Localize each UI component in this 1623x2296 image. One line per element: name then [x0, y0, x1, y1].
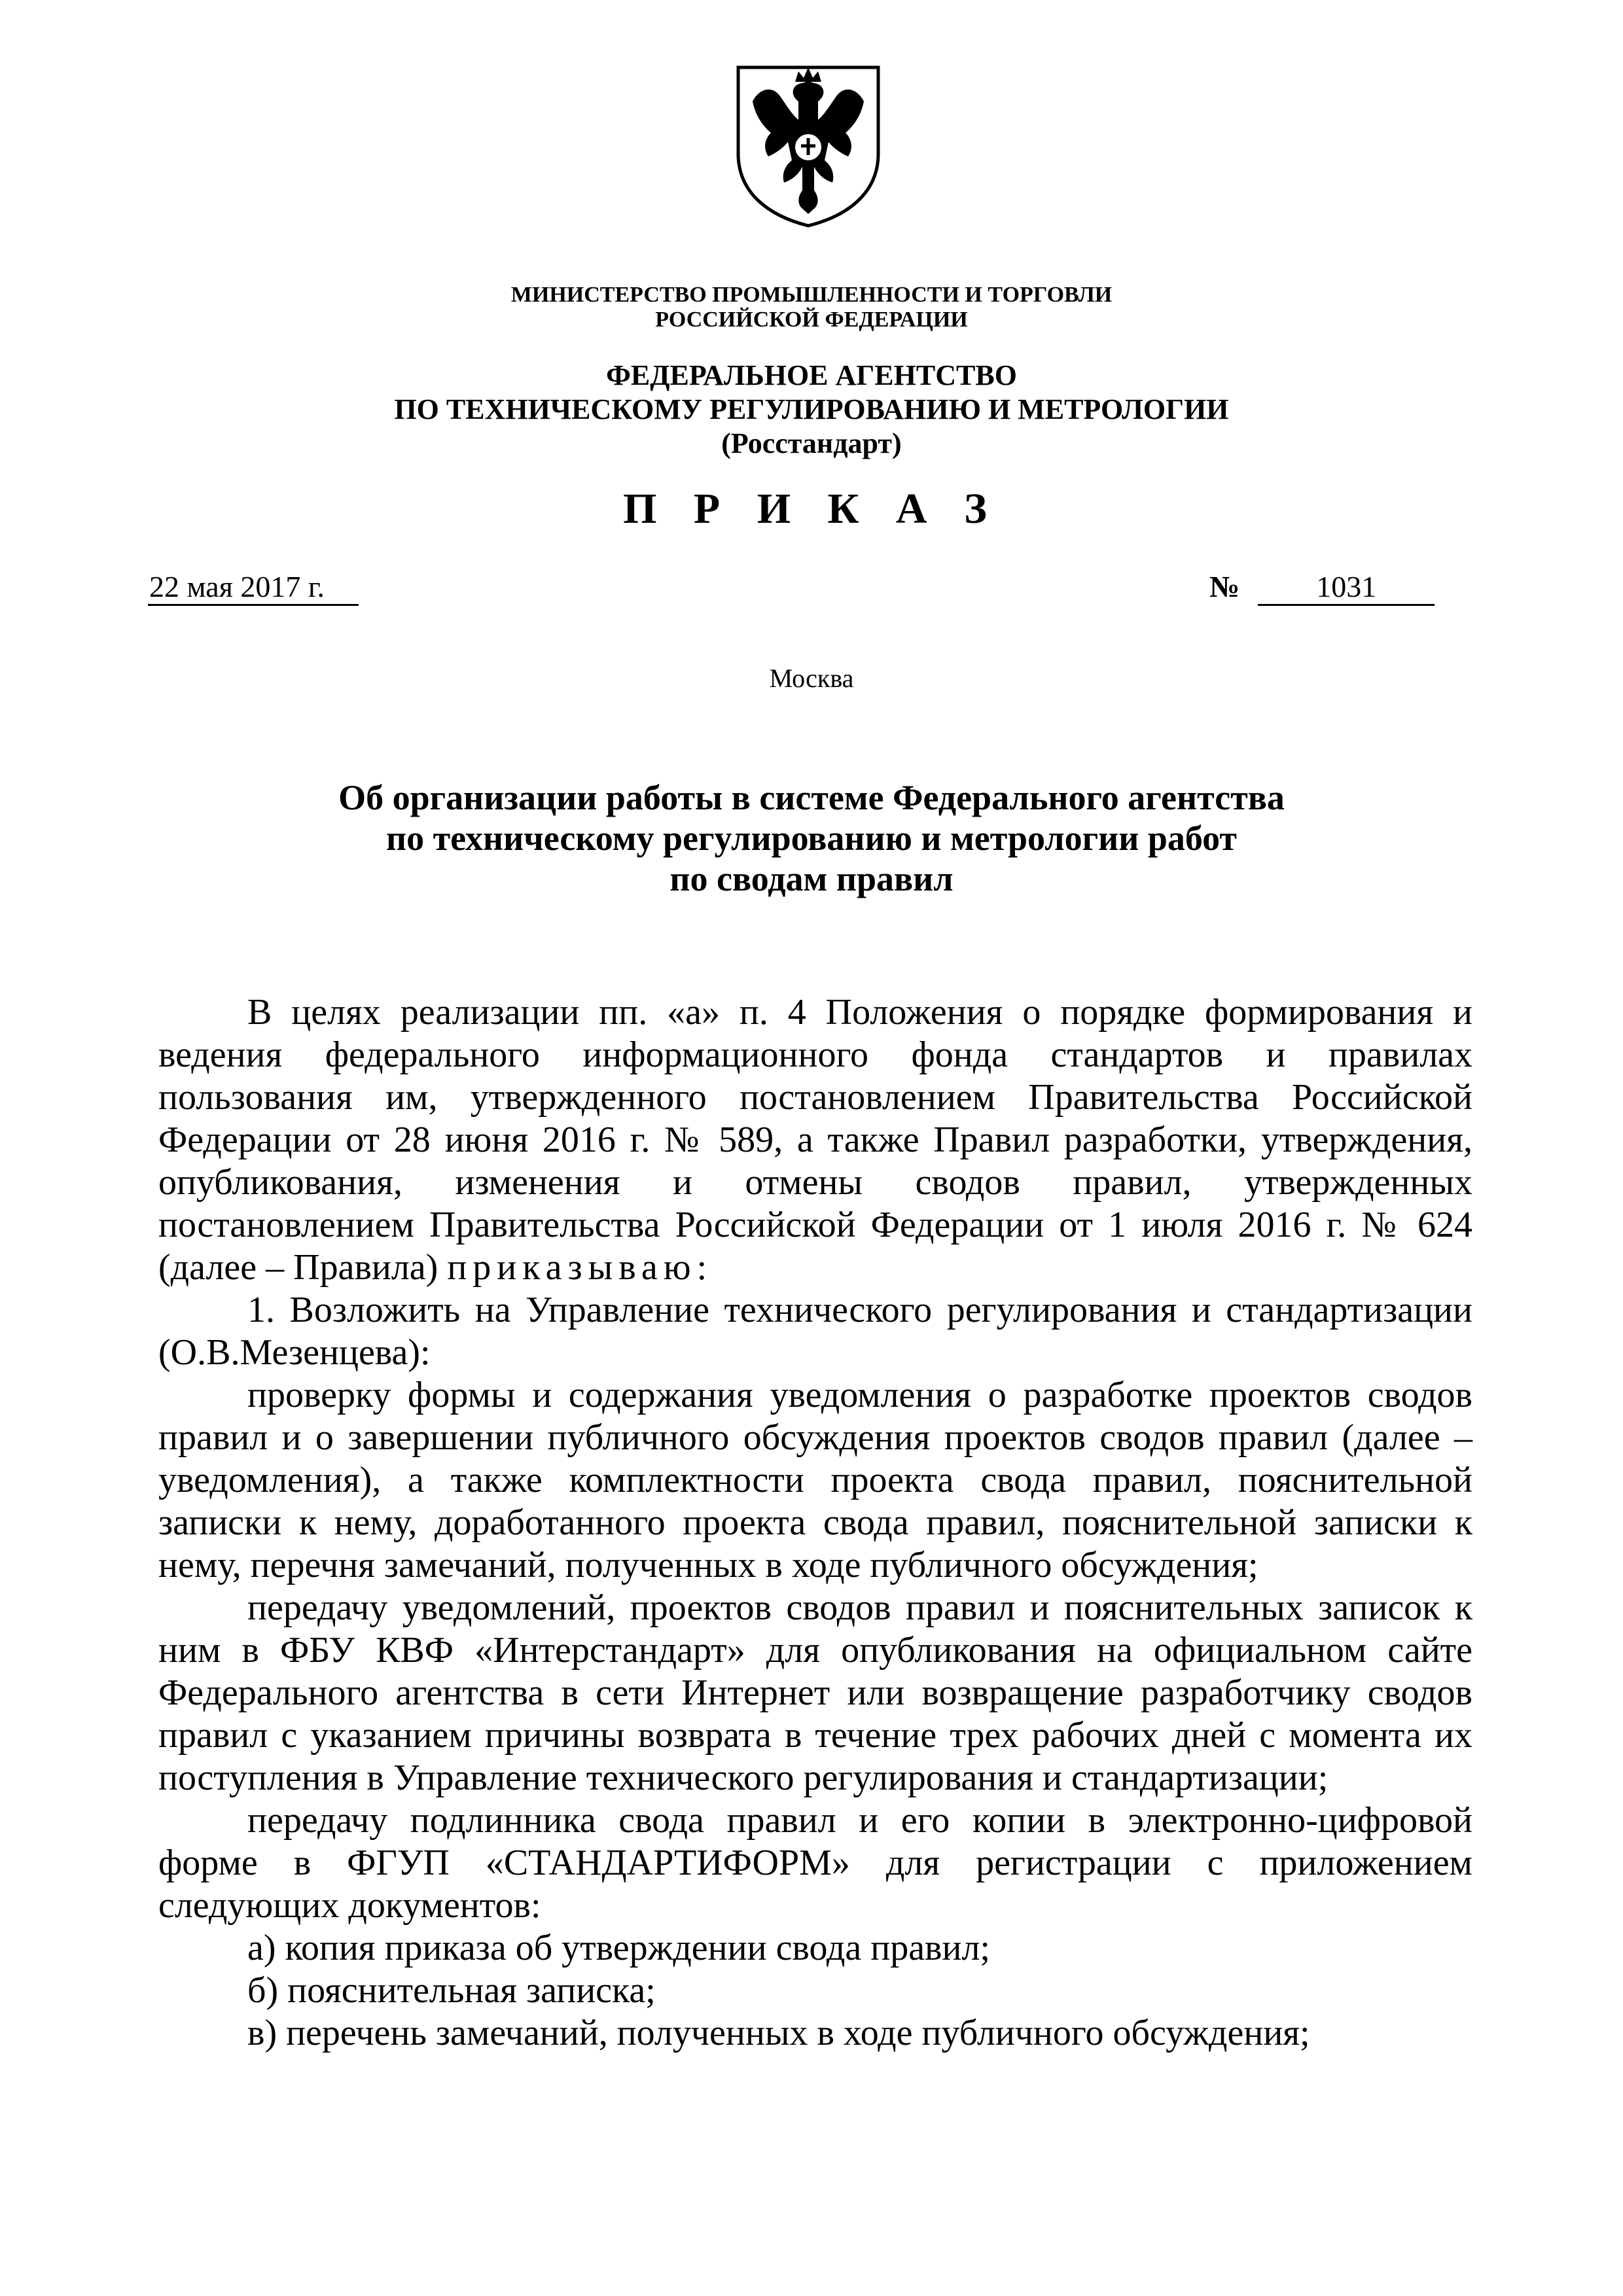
- agency-line-1: ФЕДЕРАЛЬНОЕ АГЕНТСТВО: [606, 359, 1017, 391]
- ministry-line-1: МИНИСТЕРСТВО ПРОМЫШЛЕННОСТИ И ТОРГОВЛИ: [510, 283, 1113, 307]
- agency-line-3: (Росстандарт): [721, 427, 902, 459]
- agency-name: [0, 359, 1623, 461]
- agency-line-2: ПО ТЕХНИЧЕСКОМУ РЕГУЛИРОВАНИЮ И МЕТРОЛОГИИ: [394, 393, 1229, 425]
- list-item-b: б) пояснительная записка;: [247, 1970, 656, 2011]
- preamble-text: В целях реализации пп. «а» п. 4 Положения о порядке формирования и ведения федерального информационного фонда стандартов и правилах пользования им, утвержденного постановлением Правительства Российской Федерации от 28 июня 2016 г. № 589, а также Правил разработки, утверждения, опубликования, изменения и отмены сводов правил, утвержденных постановлением Правительства Российской Федерации от 1 июля 2016 г. № 624 (далее – Правила): [158, 992, 1472, 1288]
- paragraph-duty-transfer: передачу уведомлений, проектов сводов правил и пояснительных записок к ним в ФБУ КВФ «Интерстандарт» для опубликования на официальном сайте Федерального агентства в сети Интернет или возвращение разработчику сводов правил с указанием причины возврата в течение трех рабочих дней с момента их поступления в Управление технического регулирования и стандартизации;: [158, 1587, 1472, 1798]
- order-number: [1209, 569, 1435, 606]
- number-sign: №: [1209, 570, 1240, 603]
- paragraph-duty-check: проверку формы и содержания уведомления о разработке проектов сводов правил и о завершении публичного обсуждения проектов сводов правил (далее – уведомления), а также комплектности проекта свода правил, пояснительной записки к нему, доработанного проекта свода правил, пояснительной записки к нему, перечня замечаний, полученных в ходе публичного обсуждения;: [158, 1375, 1472, 1585]
- ministry-line-2: РОССИЙСКОЙ ФЕДЕРАЦИИ: [655, 308, 968, 332]
- subject-line-1: Об организации работы в системе Федерального агентства: [338, 778, 1285, 817]
- document-body: [158, 991, 1472, 2055]
- document-subject: [0, 777, 1623, 899]
- list-item-a: а) копия приказа об утверждении свода правил;: [247, 1928, 990, 1968]
- paragraph-duty-original: передачу подлинника свода правил и его копии в электронно-цифровой форме в ФГУП «СТАНДАРТИФОРМ» для регистрации с приложением следующих документов:: [158, 1800, 1472, 1926]
- order-number-value: 1031: [1258, 569, 1435, 606]
- order-phrase: приказываю:: [447, 1247, 713, 1288]
- preamble-paragraph: [158, 991, 1472, 1289]
- list-item-c: в) перечень замечаний, полученных в ходе публичного обсуждения;: [247, 2013, 1310, 2053]
- document-type-title: П Р И К А З: [623, 485, 1000, 533]
- order-date: [148, 569, 359, 606]
- subject-line-3: по сводам правил: [669, 859, 954, 898]
- order-date-value: 22 мая 2017 г.: [148, 569, 359, 606]
- ministry-name: [0, 283, 1623, 332]
- subject-line-2: по техническому регулированию и метрологии работ: [386, 819, 1237, 858]
- paragraph-1: 1. Возложить на Управление технического регулирования и стандартизации (О.В.Мезенцева):: [158, 1290, 1472, 1373]
- coat-of-arms-emblem: [733, 62, 883, 229]
- city: Москва: [769, 663, 854, 693]
